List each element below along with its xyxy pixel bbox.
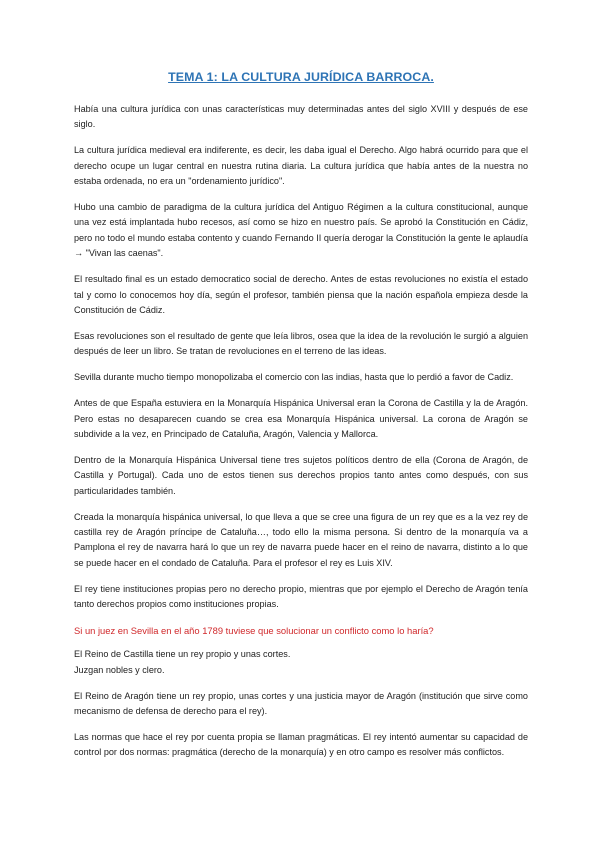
castilla-paragraph bbox=[74, 647, 528, 678]
paragraph: El resultado final es un estado democratico social de derecho. Antes de estas revoluciones no existía el estado tal y como lo conocemos hoy día, según el profesor, también piensa que la nación española empieza desde la Constitución de Cádiz. bbox=[74, 274, 528, 315]
paragraph: Había una cultura jurídica con unas características muy determinadas antes del siglo XVIII y después de ese siglo. bbox=[74, 104, 528, 130]
paragraph: Hubo una cambio de paradigma de la cultura jurídica del Antiguo Régimen a la cultura constitucional, aunque una vez está implantada hubo recesos, así como se hizo en nuestro país. Se aprobó la Constitución en Cádiz, pero no todo el mundo estaba contento y cuando Fernando II quería derogar la Constitución la gente le aplaudía → "Vivan las caenas". bbox=[74, 202, 528, 259]
castilla-line: Juzgan nobles y clero. bbox=[74, 664, 165, 675]
paragraph: El Reino de Aragón tiene un rey propio, unas cortes y una justicia mayor de Aragón (institución que sirve como mecanismo de defensa de derecho para el rey). bbox=[74, 690, 528, 717]
castilla-line: El Reino de Castilla tiene un rey propio y unas cortes. bbox=[74, 649, 291, 660]
paragraph: Esas revoluciones son el resultado de gente que leía libros, osea que la idea de la revolución le surgió a alguien después de leer un libro. Se tratan de revoluciones en el terreno de las ideas. bbox=[74, 330, 528, 357]
paragraph: El rey tiene instituciones propias pero no derecho propio, mientras que por ejemplo el Derecho de Aragón tenía tanto derechos propios como instituciones propias. bbox=[74, 583, 528, 610]
paragraph: Las normas que hace el rey por cuenta propia se llaman pragmáticas. El rey intentó aumentar su capacidad de control por dos normas: pragmática (derecho de la monarquía) y en otro campo es resolver más conflictos. bbox=[74, 732, 528, 758]
paragraph: Creada la monarquía hispánica universal, lo que lleva a que se cree una figura de un rey que es a la vez rey de castilla rey de Aragón príncipe de Cataluña…, todo ello la misma persona. Si dentro de la monarquía va a Pamplona el rey de navarra hará lo que un rey de navarra puede hacer en el reino de navarra, distinto a lo que se puede hacer en el condado de Cataluña. Para el profesor el rey es Luis XIV. bbox=[74, 511, 528, 568]
paragraph: Sevilla durante mucho tiempo monopolizaba el comercio con las indias, hasta que lo perdió a favor de Cadiz. bbox=[74, 372, 514, 383]
highlighted-question: Si un juez en Sevilla en el año 1789 tuviese que solucionar un conflicto como lo haría? bbox=[74, 624, 434, 636]
paragraph: Antes de que España estuviera en la Monarquía Hispánica Universal eran la Corona de Castilla y la de Aragón. Pero estas no desaparecen cuando se crea esa Monarquía Hispánica universal. La corona de Aragón se subdivide a la vez, en Principado de Cataluña, Aragón, Valencia y Mallorca. bbox=[74, 398, 528, 439]
paragraph: Dentro de la Monarquía Hispánica Universal tiene tres sujetos políticos dentro de ella (Corona de Aragón, de Castilla y Portugal). Cada uno de estos tienen sus derechos propios tanto antes como después, con sus particularidades también. bbox=[74, 454, 528, 496]
paragraph: La cultura jurídica medieval era indiferente, es decir, les daba igual el Derecho. Algo habrá ocurrido para que el derecho ocupe un lugar central en nuestra rutina diaria. La cultura jurídica que había antes de la nuestra no estaba ordenada, no era un "ordenamiento jurídico". bbox=[74, 145, 528, 187]
document-title: TEMA 1: LA CULTURA JURÍDICA BARROCA. bbox=[168, 70, 434, 84]
